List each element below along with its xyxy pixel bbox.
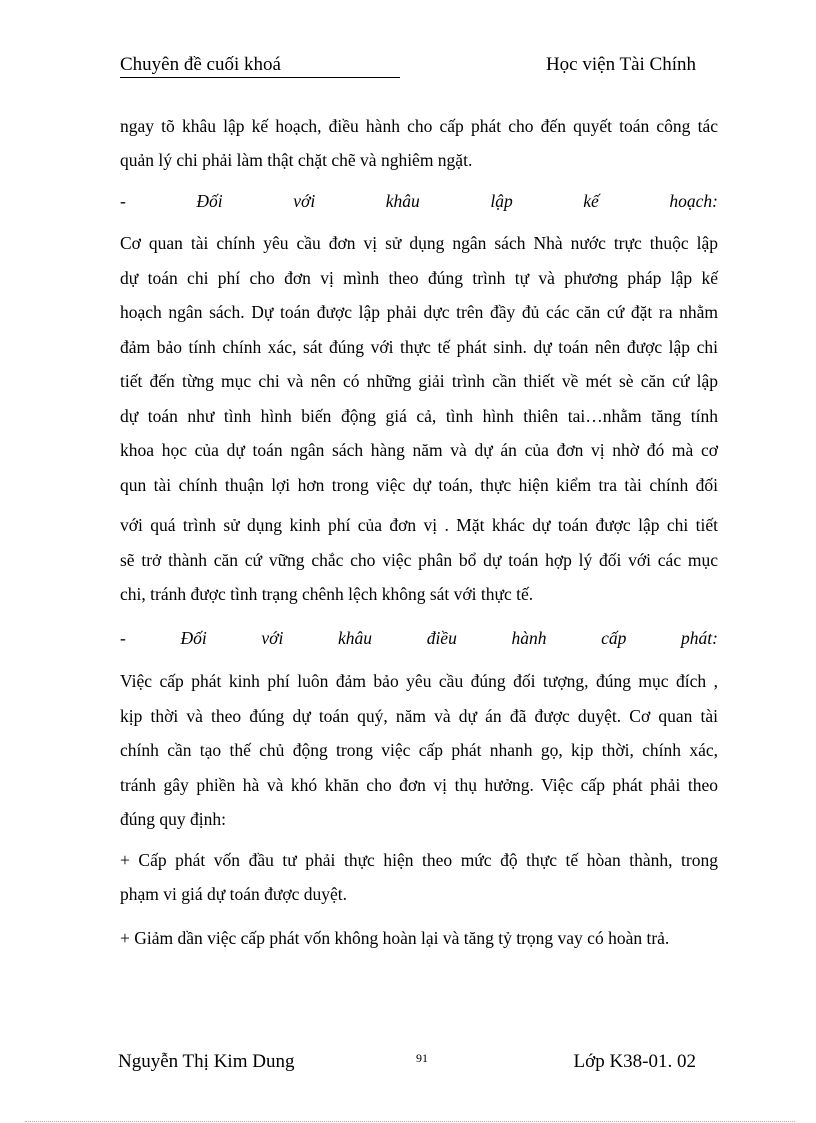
page-number: 91 — [416, 1051, 428, 1065]
paragraph-line: chính cần tạo thế chủ động trong việc cấp phát nhanh gọ, kịp thời, chính xác, — [120, 740, 718, 760]
bullet-line: + Giảm dần việc cấp phát vốn không hoàn lại và tăng tỷ trọng vay có hoàn trả. — [120, 928, 670, 948]
header-institution: Học viện Tài Chính — [545, 54, 696, 75]
paragraph-line: hoạch ngân sách. Dự toán được lập phải dực trên đầy đủ các căn cứ đặt ra nhằm — [120, 302, 718, 322]
section-heading-disbursement: - Đối với khâu điều hành cấp phát: — [120, 628, 718, 648]
bullet-line: phạm vi giá dự toán được duyệt. — [120, 884, 347, 904]
paragraph-line: dự toán chi phí cho đơn vị mình theo đúng trình tự và phương pháp lập kế — [120, 268, 718, 288]
header-document-title: Chuyên đề cuối khoá — [120, 53, 400, 78]
paragraph-line: chi, tránh được tình trạng chênh lệch không sát với thực tế. — [120, 584, 534, 604]
page-header — [120, 53, 696, 77]
paragraph-line: đúng quy định: — [120, 809, 226, 829]
paragraph-line: sẽ trở thành căn cứ vững chắc cho việc phân bổ dự toán hợp lý đối với các mục — [120, 550, 718, 570]
page-footer — [118, 1050, 696, 1076]
paragraph-line: đảm bảo tính chính xác, sát đúng với thực tế phát sinh. dự toán nên được lập chi — [120, 337, 718, 357]
footer-class: Lớp K38-01. 02 — [573, 1051, 696, 1072]
footer-author: Nguyễn Thị Kim Dung — [118, 1051, 295, 1072]
bullet-line: + Cấp phát vốn đầu tư phải thực hiện theo mức độ thực tế hòan thành, trong — [120, 850, 718, 870]
page-bottom-border — [25, 1121, 795, 1122]
paragraph-line: ngay tõ khâu lập kế hoạch, điều hành cho cấp phát cho đến quyết toán công tác — [120, 116, 718, 136]
paragraph-line: Việc cấp phát kinh phí luôn đảm bảo yêu cầu đúng đối tượng, đúng mục đích , — [120, 671, 718, 691]
paragraph-line: với quá trình sử dụng kinh phí của đơn vị . Mặt khác dự toán được lập chi tiết — [120, 515, 718, 535]
paragraph-line: tránh gây phiền hà và khó khăn cho đơn vị thụ hưởng. Việc cấp phát phải theo — [120, 775, 718, 795]
paragraph-line: quản lý chi phải làm thật chặt chẽ và nghiêm ngặt. — [120, 150, 473, 170]
paragraph-line: kịp thời và theo đúng dự toán quý, năm và dự án đã được duyệt. Cơ quan tài — [120, 706, 718, 726]
section-heading-planning: - Đối với khâu lập kế hoạch: — [120, 191, 718, 211]
paragraph-line: tiết đến từng mục chi và nên có những giải trình cần thiết về mét sè căn cứ lập — [120, 371, 718, 391]
paragraph-line: dự toán như tình hình biến động giá cả, tình hình thiên tai…nhằm tăng tính — [120, 406, 718, 426]
paragraph-line: Cơ quan tài chính yêu cầu đơn vị sử dụng ngân sách Nhà nước trực thuộc lập — [120, 233, 718, 253]
paragraph-line: qun tài chính thuận lợi hơn trong việc dự toán, thực hiện kiểm tra tài chính đối — [120, 475, 718, 495]
paragraph-line: khoa học của dự toán ngân sách hàng năm và dự án của đơn vị nhờ đó mà cơ — [120, 440, 718, 460]
